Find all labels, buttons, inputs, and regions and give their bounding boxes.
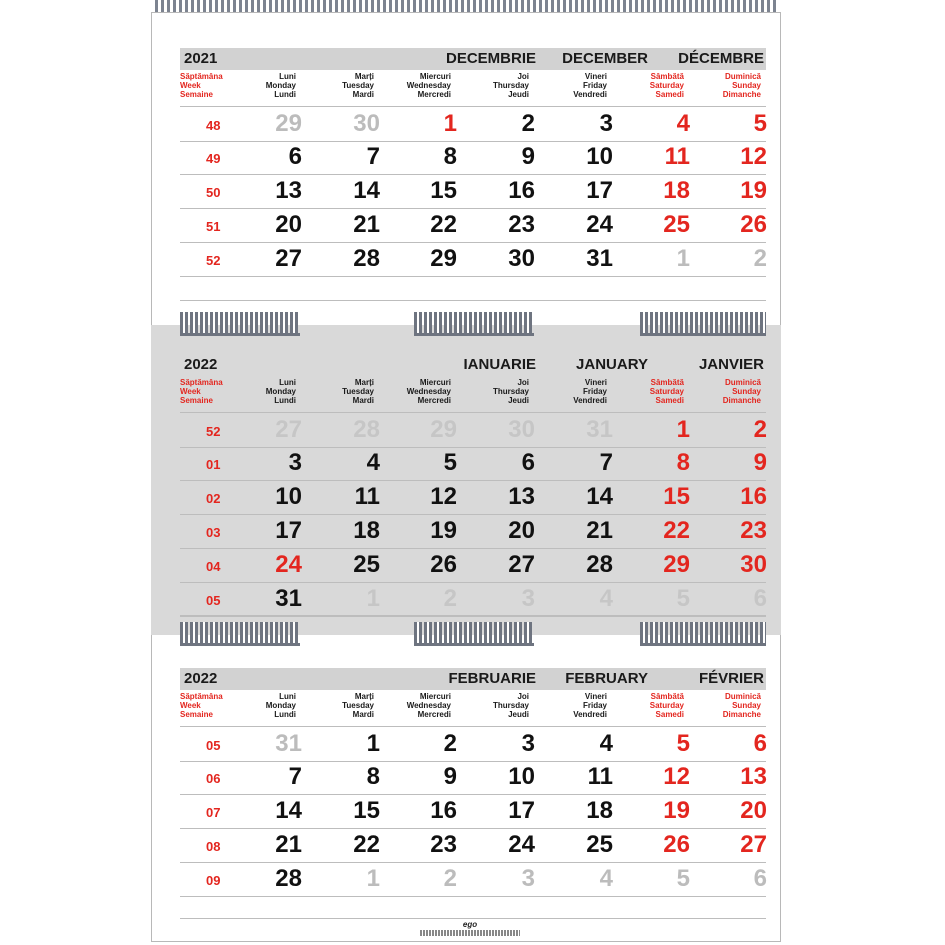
- week-number: 06: [206, 771, 221, 786]
- day-cell: 2: [443, 585, 457, 612]
- weekday-header: [381, 378, 451, 405]
- binding-spiral-1-1: [414, 622, 534, 644]
- day-cell: 15: [353, 797, 380, 824]
- day-cell: 20: [275, 211, 302, 238]
- weekday-name: Samedi: [655, 90, 684, 99]
- day-cell: 30: [508, 245, 535, 272]
- day-cell: 6: [521, 449, 535, 476]
- day-cell: 30: [353, 110, 380, 137]
- day-cell: 8: [443, 143, 457, 170]
- day-cell: 30: [508, 416, 535, 443]
- month-name-en: JANUARY: [576, 356, 648, 373]
- day-cell: 10: [508, 763, 535, 790]
- day-cell: 17: [508, 797, 535, 824]
- day-cell: 31: [275, 585, 302, 612]
- day-cell: 11: [354, 483, 380, 510]
- week-row: [180, 140, 766, 175]
- day-cell: 5: [443, 449, 457, 476]
- weekday-header: [614, 72, 684, 99]
- binding-spiral-0-0: [180, 312, 300, 334]
- weekday-name: Dimanche: [722, 396, 761, 405]
- day-cell: 25: [353, 551, 380, 578]
- day-cell: 5: [753, 110, 767, 137]
- day-cell: 13: [508, 483, 535, 510]
- weekday-name: Duminică: [724, 72, 761, 81]
- weekday-name: Vineri: [584, 692, 607, 701]
- week-label-line: Săptămâna: [180, 72, 223, 81]
- day-cell: 12: [663, 763, 690, 790]
- day-cell: 3: [288, 449, 302, 476]
- day-cell: 7: [599, 449, 613, 476]
- weekday-name: Sunday: [732, 81, 761, 90]
- day-cell: 13: [275, 177, 302, 204]
- weekday-name: Tuesday: [342, 81, 374, 90]
- day-cell: 8: [676, 449, 690, 476]
- weekday-name: Jeudi: [508, 90, 529, 99]
- year-label: 2022: [184, 670, 218, 687]
- day-cell: 3: [521, 865, 535, 892]
- month-name-fr: FÉVRIER: [698, 670, 764, 687]
- weekday-name: Saturday: [649, 81, 684, 90]
- day-cell: 27: [275, 245, 302, 272]
- day-cell: 23: [430, 831, 457, 858]
- weekday-name: Joi: [517, 692, 529, 701]
- year-label: 2021: [184, 50, 218, 67]
- day-cell: 22: [663, 517, 690, 544]
- weekday-header: [691, 378, 761, 405]
- weekday-name: Vineri: [584, 72, 607, 81]
- day-cell: 1: [366, 865, 380, 892]
- weekday-name: Wednesday: [406, 701, 451, 710]
- weekday-name: Vendredi: [573, 396, 607, 405]
- day-cell: 2: [443, 865, 457, 892]
- week-row: [180, 480, 766, 515]
- weekday-header: [614, 378, 684, 405]
- weekday-name: Mercredi: [417, 396, 451, 405]
- day-cell: 5: [676, 730, 690, 757]
- week-row: [180, 208, 766, 243]
- weekday-name: Sâmbătă: [650, 378, 684, 387]
- week-column-label: [180, 692, 223, 719]
- week-number: 02: [206, 491, 221, 506]
- weekday-name: Thursday: [492, 81, 529, 90]
- month-name-ro: DECEMBRIE: [445, 50, 536, 67]
- week-label-line: Semaine: [180, 396, 213, 405]
- weekday-header: [537, 378, 607, 405]
- day-cell: 27: [275, 416, 302, 443]
- day-cell: 18: [586, 797, 613, 824]
- weekday-header: [304, 72, 374, 99]
- week-label-line: Semaine: [180, 90, 213, 99]
- section-divider-0: [180, 300, 766, 301]
- day-cell: 19: [663, 797, 690, 824]
- day-cell: 31: [586, 245, 613, 272]
- day-cell: 15: [663, 483, 690, 510]
- day-cell: 21: [275, 831, 302, 858]
- week-number: 48: [206, 118, 221, 133]
- week-row: [180, 446, 766, 481]
- week-row: [180, 548, 766, 583]
- week-label-line: Săptămâna: [180, 692, 223, 701]
- day-cell: 24: [275, 551, 302, 578]
- week-row: [180, 726, 766, 762]
- day-cell: 16: [740, 483, 767, 510]
- day-cell: 1: [676, 245, 690, 272]
- week-column-label: [180, 378, 223, 405]
- week-row: [180, 242, 766, 277]
- day-cell: 8: [366, 763, 380, 790]
- week-number: 05: [206, 593, 221, 608]
- week-number: 50: [206, 185, 221, 200]
- weekday-header: [226, 72, 296, 99]
- weekday-name: Duminică: [724, 378, 761, 387]
- day-cell: 6: [753, 730, 767, 757]
- day-cell: 13: [740, 763, 767, 790]
- weekday-header: [226, 692, 296, 719]
- day-cell: 23: [740, 517, 767, 544]
- day-cell: 25: [586, 831, 613, 858]
- week-number: 03: [206, 525, 221, 540]
- week-label-line: Week: [180, 387, 201, 396]
- day-cell: 26: [740, 211, 767, 238]
- day-cell: 31: [275, 730, 302, 757]
- weekday-header: [381, 72, 451, 99]
- week-number: 05: [206, 738, 221, 753]
- month-name-en: DECEMBER: [562, 50, 648, 67]
- day-cell: 12: [740, 143, 767, 170]
- day-cell: 2: [521, 110, 535, 137]
- day-cell: 23: [508, 211, 535, 238]
- weekday-name: Sunday: [732, 701, 761, 710]
- weekday-name: Thursday: [492, 701, 529, 710]
- weekday-name: Mardi: [352, 710, 374, 719]
- weekday-header: [459, 692, 529, 719]
- weekday-name: Lundi: [274, 90, 296, 99]
- weekday-name: Samedi: [655, 710, 684, 719]
- brand-logo: ego: [462, 920, 478, 929]
- weekday-header: [537, 692, 607, 719]
- weekday-name: Marți: [354, 378, 374, 387]
- day-cell: 6: [753, 865, 767, 892]
- day-cell: 11: [664, 143, 690, 170]
- week-label-line: Week: [180, 701, 201, 710]
- weekday-name: Monday: [265, 387, 296, 396]
- weekday-name: Marți: [354, 72, 374, 81]
- week-number: 07: [206, 805, 221, 820]
- weekday-header: [614, 692, 684, 719]
- week-number: 04: [206, 559, 221, 574]
- day-cell: 17: [275, 517, 302, 544]
- weekday-name: Samedi: [655, 396, 684, 405]
- week-number: 08: [206, 839, 221, 854]
- day-cell: 16: [508, 177, 535, 204]
- weekday-name: Miercuri: [419, 72, 451, 81]
- brand-fineprint: [420, 930, 520, 936]
- weekday-name: Mardi: [352, 396, 374, 405]
- binding-spiral-1-2: [640, 622, 766, 644]
- day-cell: 31: [586, 416, 613, 443]
- month-name-en: FEBRUARY: [565, 670, 648, 687]
- day-cell: 15: [430, 177, 457, 204]
- weekday-header: [691, 72, 761, 99]
- day-cell: 14: [586, 483, 613, 510]
- day-cell: 29: [430, 416, 457, 443]
- month-block-1: [180, 354, 766, 620]
- weekday-name: Marți: [354, 692, 374, 701]
- day-cell: 3: [521, 585, 535, 612]
- day-cell: 1: [366, 730, 380, 757]
- day-cell: 11: [587, 763, 613, 790]
- weekday-header: [459, 378, 529, 405]
- weekday-header: [226, 378, 296, 405]
- weekday-name: Joi: [517, 378, 529, 387]
- day-cell: 22: [430, 211, 457, 238]
- day-cell: 17: [586, 177, 613, 204]
- day-cell: 30: [740, 551, 767, 578]
- weekday-name: Wednesday: [406, 81, 451, 90]
- day-cell: 9: [521, 143, 535, 170]
- day-cell: 25: [663, 211, 690, 238]
- day-cell: 29: [430, 245, 457, 272]
- day-cell: 1: [443, 110, 457, 137]
- day-cell: 7: [366, 143, 380, 170]
- weekday-header: [537, 72, 607, 99]
- weekday-name: Miercuri: [419, 378, 451, 387]
- weekday-name: Luni: [279, 378, 296, 387]
- week-number: 01: [206, 457, 221, 472]
- weekday-header: [459, 72, 529, 99]
- day-cell: 21: [586, 517, 613, 544]
- weekday-name: Joi: [517, 72, 529, 81]
- week-row: [180, 412, 766, 448]
- weekday-name: Lundi: [274, 396, 296, 405]
- week-row: [180, 514, 766, 549]
- day-cell: 2: [753, 245, 767, 272]
- weekday-name: Friday: [582, 387, 607, 396]
- day-cell: 28: [586, 551, 613, 578]
- weekday-name: Wednesday: [406, 387, 451, 396]
- day-cell: 26: [430, 551, 457, 578]
- weekday-name: Sâmbătă: [650, 72, 684, 81]
- weekday-name: Thursday: [492, 387, 529, 396]
- day-cell: 6: [753, 585, 767, 612]
- weekday-header: [381, 692, 451, 719]
- day-cell: 10: [586, 143, 613, 170]
- binding-spiral-0-1: [414, 312, 534, 334]
- week-row: [180, 794, 766, 829]
- weekday-name: Dimanche: [722, 90, 761, 99]
- day-cell: 4: [366, 449, 380, 476]
- day-cell: 4: [599, 585, 613, 612]
- day-cell: 1: [366, 585, 380, 612]
- day-cell: 26: [663, 831, 690, 858]
- day-cell: 4: [599, 865, 613, 892]
- weekday-name: Friday: [582, 701, 607, 710]
- weekday-name: Friday: [582, 81, 607, 90]
- binding-spiral-0-2: [640, 312, 766, 334]
- day-cell: 28: [275, 865, 302, 892]
- day-cell: 3: [599, 110, 613, 137]
- day-cell: 5: [676, 585, 690, 612]
- day-cell: 14: [353, 177, 380, 204]
- weekday-header: [304, 692, 374, 719]
- day-cell: 21: [353, 211, 380, 238]
- week-number: 49: [206, 151, 221, 166]
- weekday-name: Luni: [279, 72, 296, 81]
- weekday-name: Vendredi: [573, 710, 607, 719]
- weekday-name: Jeudi: [508, 710, 529, 719]
- day-cell: 2: [753, 416, 767, 443]
- week-row: [180, 862, 766, 897]
- week-row: [180, 174, 766, 209]
- weekday-name: Tuesday: [342, 387, 374, 396]
- month-name-fr: JANVIER: [698, 356, 764, 373]
- weekday-name: Vineri: [584, 378, 607, 387]
- day-cell: 27: [508, 551, 535, 578]
- week-label-line: Săptămâna: [180, 378, 223, 387]
- year-label: 2022: [184, 356, 218, 373]
- section-divider-2: [180, 918, 766, 919]
- month-name-fr: DÉCEMBRE: [678, 50, 764, 67]
- week-label-line: Week: [180, 81, 201, 90]
- weekday-name: Mardi: [352, 90, 374, 99]
- weekday-name: Miercuri: [419, 692, 451, 701]
- week-number: 52: [206, 253, 221, 268]
- day-cell: 19: [740, 177, 767, 204]
- weekday-name: Jeudi: [508, 396, 529, 405]
- day-cell: 27: [740, 831, 767, 858]
- day-cell: 18: [663, 177, 690, 204]
- day-cell: 24: [586, 211, 613, 238]
- day-cell: 3: [521, 730, 535, 757]
- weekday-name: Saturday: [649, 387, 684, 396]
- week-number: 51: [206, 219, 221, 234]
- month-name-ro: FEBRUARIE: [448, 670, 536, 687]
- day-cell: 10: [275, 483, 302, 510]
- day-cell: 20: [508, 517, 535, 544]
- weekday-name: Sunday: [732, 387, 761, 396]
- week-row: [180, 582, 766, 617]
- weekday-name: Tuesday: [342, 701, 374, 710]
- day-cell: 29: [663, 551, 690, 578]
- day-cell: 5: [676, 865, 690, 892]
- weekday-name: Sâmbătă: [650, 692, 684, 701]
- weekday-name: Mercredi: [417, 90, 451, 99]
- week-row: [180, 828, 766, 863]
- week-number: 52: [206, 424, 221, 439]
- day-cell: 2: [443, 730, 457, 757]
- month-name-ro: IANUARIE: [463, 356, 536, 373]
- day-cell: 7: [288, 763, 302, 790]
- day-cell: 22: [353, 831, 380, 858]
- weekday-name: Duminică: [724, 692, 761, 701]
- day-cell: 9: [753, 449, 767, 476]
- weekday-name: Luni: [279, 692, 296, 701]
- week-row: [180, 106, 766, 142]
- weekday-name: Vendredi: [573, 90, 607, 99]
- weekday-name: Mercredi: [417, 710, 451, 719]
- weekday-name: Lundi: [274, 710, 296, 719]
- day-cell: 28: [353, 416, 380, 443]
- week-number: 09: [206, 873, 221, 888]
- day-cell: 12: [430, 483, 457, 510]
- weekday-header: [691, 692, 761, 719]
- weekday-name: Monday: [265, 701, 296, 710]
- day-cell: 19: [430, 517, 457, 544]
- day-cell: 9: [443, 763, 457, 790]
- weekday-name: Dimanche: [722, 710, 761, 719]
- day-cell: 29: [275, 110, 302, 137]
- weekday-header: [304, 378, 374, 405]
- week-label-line: Semaine: [180, 710, 213, 719]
- day-cell: 4: [599, 730, 613, 757]
- day-cell: 6: [288, 143, 302, 170]
- day-cell: 1: [676, 416, 690, 443]
- day-cell: 24: [508, 831, 535, 858]
- day-cell: 20: [740, 797, 767, 824]
- month-block-0: [180, 48, 766, 280]
- month-block-2: [180, 668, 766, 900]
- day-cell: 16: [430, 797, 457, 824]
- week-row: [180, 760, 766, 795]
- day-cell: 4: [676, 110, 690, 137]
- day-cell: 28: [353, 245, 380, 272]
- weekday-name: Monday: [265, 81, 296, 90]
- day-cell: 18: [353, 517, 380, 544]
- weekday-name: Saturday: [649, 701, 684, 710]
- day-cell: 14: [275, 797, 302, 824]
- binding-spiral-1-0: [180, 622, 300, 644]
- week-column-label: [180, 72, 223, 99]
